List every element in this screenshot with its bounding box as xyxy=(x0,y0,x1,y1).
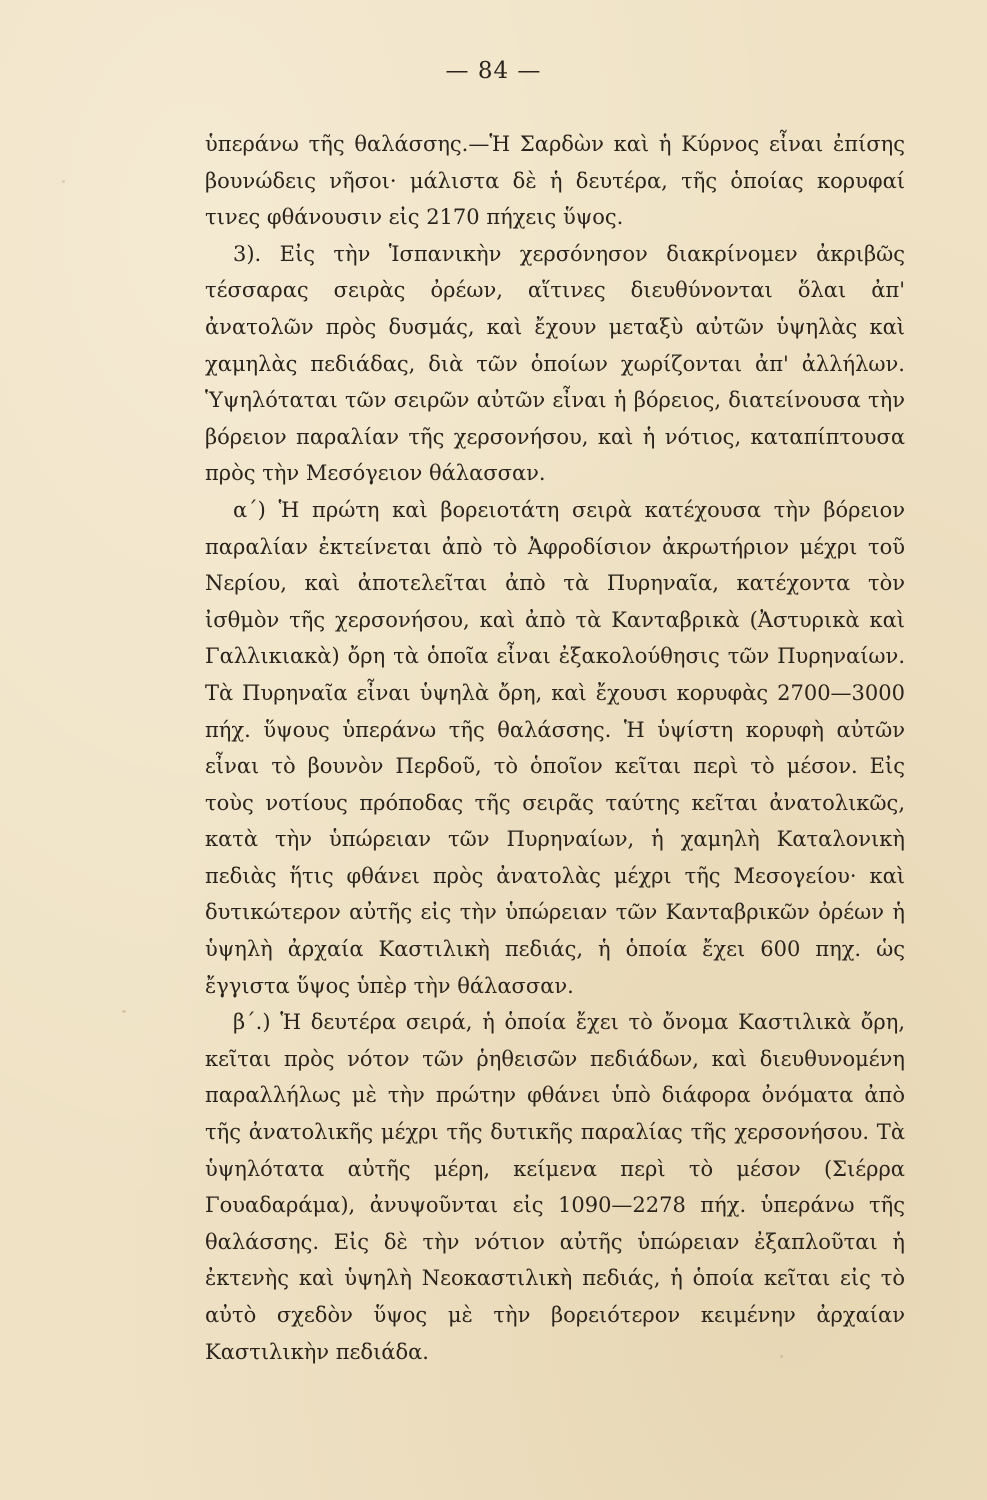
page-number: — 84 — xyxy=(445,58,542,84)
paragraph-2: 3). Εἰς τὴν Ἱσπανικὴν χερσόνησον διακρίνομεν ἀκριβῶς τέσσαρας σειρὰς ὀρέων, αἵτινες διευθύνονται ὅλαι ἀπ' ἀνατολῶν πρὸς δυσμάς, καὶ ἔχουν μεταξὺ αὐτῶν ὑψηλὰς καὶ χαμηλὰς πεδιάδας, διὰ τῶν ὁποίων χωρίζονται ἀπ' ἀλλήλων. Ὑψηλόταται τῶν σειρῶν αὐτῶν εἶναι ἡ βόρειος, διατείνουσα τὴν βόρειον παραλίαν τῆς χερσονήσου, καὶ ἡ νότιος, καταπίπτουσα πρὸς τὴν Μεσόγειον θάλασσαν. xyxy=(205,241,905,486)
paragraph-1: ὑπεράνω τῆς θαλάσσης.—Ἡ Σαρδὼν καὶ ἡ Κύρνος εἶναι ἐπίσης βουνώδεις νῆσοι· μάλιστα δὲ ἡ δευτέρα, τῆς ὁποίας κορυφαί τινες φθάνουσιν εἰς 2170 πήχεις ὕψος. xyxy=(205,132,905,230)
paragraph-3: α΄) Ἡ πρώτη καὶ βορειοτάτη σειρὰ κατέχουσα τὴν βόρειον παραλίαν ἐκτείνεται ἀπὸ τὸ Ἀφροδίσιον ἀκρωτήριον μέχρι τοῦ Νερίου, καὶ ἀποτελεῖται ἀπὸ τὰ Πυρηναῖα, κατέχοντα τὸν ἰσθμὸν τῆς χερσονήσου, καὶ ἀπὸ τὰ Κανταβρικὰ (Ἀστυρικὰ καὶ Γαλλικιακὰ) ὄρη τὰ ὁποῖα εἶναι ἐξακολούθησις τῶν Πυρηναίων. Τὰ Πυρηναῖα εἶναι ὑψηλὰ ὄρη, καὶ ἔχουσι κορυφὰς 2700—3000 πήχ. ὕψους ὑπεράνω τῆς θαλάσσης. Ἡ ὑψίστη κορυφὴ αὐτῶν εἶναι τὸ βουνὸν Περδοῦ, τὸ ὁποῖον κεῖται περὶ τὸ μέσον. Εἰς τοὺς νοτίους πρόποδας τῆς σειρᾶς ταύτης κεῖται ἀνατολικῶς, κατὰ τὴν ὑπώρειαν τῶν Πυρηναίων, ἡ χαμηλὴ Καταλονικὴ πεδιὰς ἥτις φθάνει πρὸς ἀνατολὰς μέχρι τῆς Μεσογείου· καὶ δυτικώτερον αὐτῆς εἰς τὴν ὑπώρειαν τῶν Κανταβρικῶν ὀρέων ἡ ὑψηλὴ ἀρχαία Καστιλικὴ πεδιάς, ἡ ὁποία ἔχει 600 πηχ. ὡς ἔγγιστα ὕψος ὑπὲρ τὴν θάλασσαν. xyxy=(205,497,905,998)
paper-spot xyxy=(122,1010,126,1013)
body-text xyxy=(205,126,905,1370)
paper-spot xyxy=(62,180,65,183)
paper-spot xyxy=(780,1355,783,1358)
paragraph-4: β΄.) Ἡ δευτέρα σειρά, ἡ ὁποία ἔχει τὸ ὄνομα Καστιλικὰ ὄρη, κεῖται πρὸς νότον τῶν ῥηθεισῶν πεδιάδων, καὶ διευθυνομένη παραλλήλως μὲ τὴν πρώτην φθάνει ὑπὸ διάφορα ὀνόματα ἀπὸ τῆς ἀνατολικῆς μέχρι τῆς δυτικῆς παραλίας τῆς χερσονήσου. Τὰ ὑψηλότατα αὐτῆς μέρη, κείμενα περὶ τὸ μέσον (Σιέρρα Γουαδαράμα), ἀνυψοῦνται εἰς 1090—2278 πήχ. ὑπεράνω τῆς θαλάσσης. Εἰς δὲ τὴν νότιον αὐτῆς ὑπώρειαν ἐξαπλοῦται ἡ ἐκτενὴς καὶ ὑψηλὴ Νεοκαστιλικὴ πεδιάς, ἡ ὁποία κεῖται εἰς τὸ αὐτὸ σχεδὸν ὕψος μὲ τὴν βορειότερον κειμένην ἀρχαίαν Καστιλικὴν πεδιάδα. xyxy=(205,1010,905,1364)
